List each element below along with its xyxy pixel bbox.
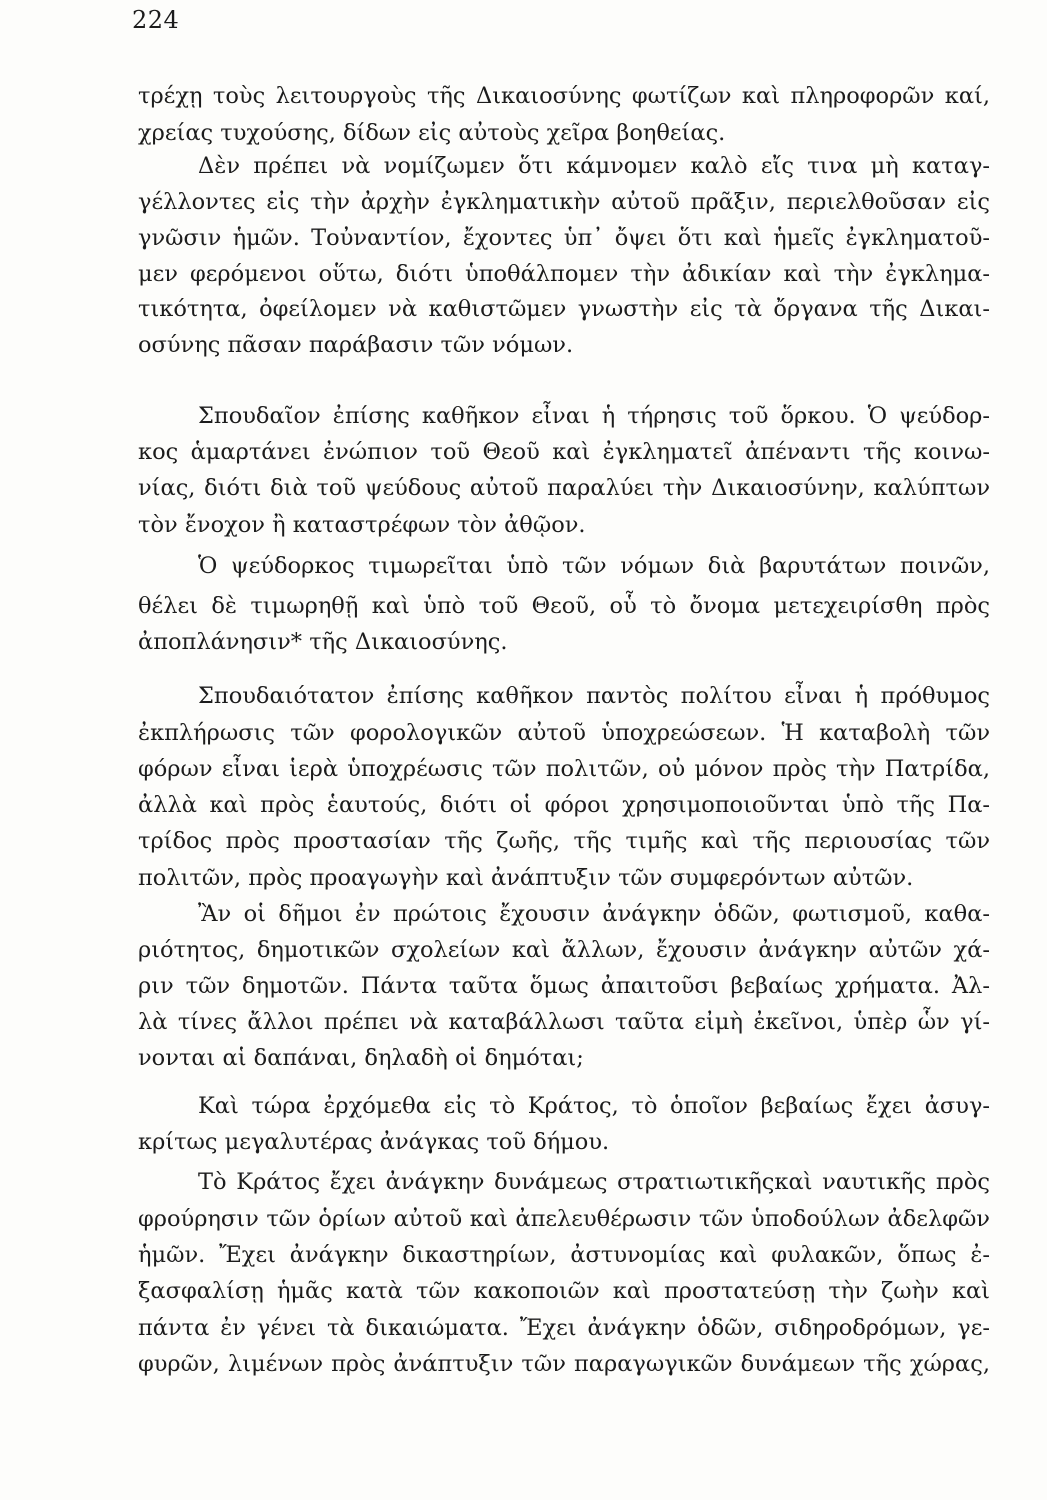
text-line: τρέχῃ τοὺς λειτουργοὺς τῆς Δικαιοσύνης φωτίζων καὶ πληροφορῶν καί, xyxy=(138,83,990,109)
text-line: νονται αἱ δαπάναι, δηλαδὴ οἱ δημόται; xyxy=(138,1045,584,1071)
text-line: Τὸ Κράτος ἔχει ἀνάγκην δυνάμεως στρατιωτικῆςκαὶ ναυτικῆς πρὸς xyxy=(198,1169,990,1195)
text-line: λὰ τίνες ἄλλοι πρέπει νὰ καταβάλλωσι ταῦτα εἰμὴ ἐκεῖνοι, ὑπὲρ ὧν γί- xyxy=(138,1009,990,1035)
text-line: Σπουδαιότατον ἐπίσης καθῆκον παντὸς πολίτου εἶναι ἡ πρόθυμος xyxy=(198,683,990,709)
text-line: κος ἁμαρτάνει ἐνώπιον τοῦ Θεοῦ καὶ ἐγκληματεῖ ἀπέναντι τῆς κοινω- xyxy=(138,439,990,465)
text-line: μεν φερόμενοι οὕτω, διότι ὑποθάλπομεν τὴν ἀδικίαν καὶ τὴν ἐγκλημα- xyxy=(138,261,990,287)
text-line: ἀλλὰ καὶ πρὸς ἑαυτούς, διότι οἱ φόροι χρησιμοποιοῦνται ὑπὸ τῆς Πα- xyxy=(138,792,990,818)
text-line: Καὶ τώρα ἐρχόμεθα εἰς τὸ Κράτος, τὸ ὁποῖον βεβαίως ἔχει ἀσυγ- xyxy=(198,1093,990,1119)
text-line: ἡμῶν. Ἔχει ἀνάγκην δικαστηρίων, ἀστυνομίας καὶ φυλακῶν, ὅπως ἐ- xyxy=(138,1242,990,1268)
text-line: τὸν ἔνοχον ἢ καταστρέφων τὸν ἀθῷον. xyxy=(138,512,586,538)
text-line: νίας, διότι διὰ τοῦ ψεύδους αὐτοῦ παραλύει τὴν Δικαιοσύνην, καλύπτων xyxy=(138,475,990,501)
page-number: 224 xyxy=(132,6,180,34)
text-line: Ἂν οἱ δῆμοι ἐν πρώτοις ἔχουσιν ἀνάγκην ὁδῶν, φωτισμοῦ, καθα- xyxy=(198,901,990,927)
text-line: ριότητος, δημοτικῶν σχολείων καὶ ἄλλων, ἔχουσιν ἀνάγκην αὐτῶν χά- xyxy=(138,937,990,963)
text-line: φυρῶν, λιμένων πρὸς ἀνάπτυξιν τῶν παραγωγικῶν δυνάμεων τῆς χώρας, xyxy=(138,1351,990,1377)
text-line: οσύνης πᾶσαν παράβασιν τῶν νόμων. xyxy=(138,332,574,358)
text-line: χρείας τυχούσης, δίδων εἰς αὐτοὺς χεῖρα βοηθείας. xyxy=(138,120,726,146)
text-line: Σπουδαῖον ἐπίσης καθῆκον εἶναι ἡ τήρησις τοῦ ὅρκου. Ὁ ψεύδορ- xyxy=(198,403,990,429)
text-line: θέλει δὲ τιμωρηθῇ καὶ ὑπὸ τοῦ Θεοῦ, οὗ τὸ ὄνομα μετεχειρίσθη πρὸς xyxy=(138,593,990,619)
text-line: πολιτῶν, πρὸς προαγωγὴν καὶ ἀνάπτυξιν τῶν συμφερόντων αὐτῶν. xyxy=(138,865,914,891)
text-line: φρούρησιν τῶν ὁρίων αὐτοῦ καὶ ἀπελευθέρωσιν τῶν ὑποδούλων ἀδελφῶν xyxy=(138,1206,990,1232)
text-line: πάντα ἐν γένει τὰ δικαιώματα. Ἔχει ἀνάγκην ὁδῶν, σιδηροδρόμων, γε- xyxy=(138,1315,990,1341)
text-line: ἐκπλήρωσις τῶν φορολογικῶν αὐτοῦ ὑποχρεώσεων. Ἡ καταβολὴ τῶν xyxy=(138,720,990,746)
text-line: γέλλοντες εἰς τὴν ἀρχὴν ἐγκληματικὴν αὐτοῦ πρᾶξιν, περιελθοῦσαν εἰς xyxy=(138,189,990,215)
text-line: τρίδος πρὸς προστασίαν τῆς ζωῆς, τῆς τιμῆς καὶ τῆς περιουσίας τῶν xyxy=(138,828,990,854)
text-line: ξασφαλίσῃ ἡμᾶς κατὰ τῶν κακοποιῶν καὶ προστατεύσῃ τὴν ζωὴν καὶ xyxy=(138,1278,990,1304)
text-line: κρίτως μεγαλυτέρας ἀνάγκας τοῦ δήμου. xyxy=(138,1129,610,1155)
text-line: γνῶσιν ἡμῶν. Τοὐναντίον, ἔχοντες ὑπ᾽ ὄψει ὅτι καὶ ἡμεῖς ἐγκληματοῦ- xyxy=(138,225,990,251)
text-line: Ὁ ψεύδορκος τιμωρεῖται ὑπὸ τῶν νόμων διὰ βαρυτάτων ποινῶν, xyxy=(198,553,990,579)
text-line: ριν τῶν δημοτῶν. Πάντα ταῦτα ὅμως ἀπαιτοῦσι βεβαίως χρήματα. Ἀλ- xyxy=(138,973,990,999)
text-line: Δὲν πρέπει νὰ νομίζωμεν ὅτι κάμνομεν καλὸ εἴς τινα μὴ καταγ- xyxy=(198,153,990,179)
text-line: ἀποπλάνησιν* τῆς Δικαιοσύνης. xyxy=(138,629,508,655)
text-line: τικότητα, ὀφείλομεν νὰ καθιστῶμεν γνωστὴν εἰς τὰ ὄργανα τῆς Δικαι- xyxy=(138,296,990,322)
text-line: φόρων εἶναι ἱερὰ ὑποχρέωσις τῶν πολιτῶν, οὐ μόνον πρὸς τὴν Πατρίδα, xyxy=(138,756,990,782)
